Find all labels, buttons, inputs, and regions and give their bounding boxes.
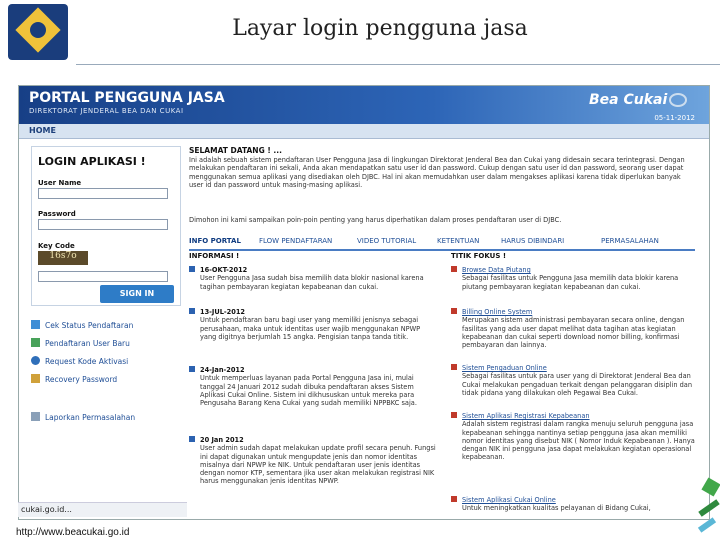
welcome-note: Dimohon ini kami sampaikan poin-poin penting yang harus diperhatikan dalam proses pendaftaran user di DJBC. — [189, 216, 562, 224]
focus-item[interactable]: Billing Online System Merupakan sistem administrasi pembayaran secara online, dengan fasilitas yang ada user dapat melihat data tagihan atas kegiatan kepabeanan dan cukai seperti download nomor billing, konfirmasi pembayaran dan lainnya. — [451, 308, 701, 349]
focus-item[interactable]: Sistem Aplikasi Registrasi Kepabeanan Adalah sistem registrasi dalam rangka menuju seluruh pengguna jasa kepabeanan sehingga nantinya setiap pengguna jasa akan memiliki nomor identitas yang disebut NIK ( Nomor Induk Kepabeanan ). Hanya dengan NIK ini pengguna jasa dapat melakukan kegiatan operasional kepabeanan. — [451, 412, 701, 462]
link-request-kode[interactable]: Request Kode Aktivasi — [31, 356, 128, 368]
browser-status-bar: cukai.go.id... — [18, 502, 187, 517]
informasi-title: INFORMASI ! — [189, 252, 240, 260]
beacukai-logo: Bea Cukai — [589, 92, 687, 108]
focus-item[interactable]: Browse Data Piutang Sebagai fasilitas untuk Pengguna Jasa memilih data blokir karena piutang pembayaran kegiatan kepabeanan dan cukai. — [451, 266, 701, 291]
news-item: 24-Jan-2012 Untuk memperluas layanan pada Portal Pengguna Jasa ini, mulai tanggal 24 Januari 2012 sudah dibuka pendaftaran akses Sistem Aplikasi Cukai Online. Sistem ini dikhususkan untuk mereka para Pengusaha Barang Kena Cukai yang sudah memiliki NPPBKC saja. — [189, 366, 437, 407]
login-panel — [31, 146, 181, 306]
slide-title: Layar login pengguna jasa — [232, 16, 528, 41]
link-cek-status[interactable]: Cek Status Pendaftaran — [31, 320, 133, 332]
titik-fokus-title: TITIK FOKUS ! — [451, 252, 507, 260]
bullet-icon — [189, 366, 195, 372]
tab-flow-pendaftaran[interactable]: FLOW PENDAFTARAN — [259, 237, 333, 245]
portal-screenshot — [18, 85, 710, 520]
news-item: 20 Jan 2012 User admin sudah dapat melakukan update profil secara penuh. Fungsi ini dapat digunakan untuk mengupdate jenis dan nomor identitas misalnya dari NPWP ke NIK. Untuk pendaftaran user jenis identitas dengan nomor KTP, sementara jika user akan melakukan registrasi NIK harus menggunakan jenis identitas NPWP. — [189, 436, 437, 486]
report-icon — [31, 412, 40, 421]
nav-home-link[interactable]: HOME — [29, 126, 56, 135]
info-tabs — [189, 235, 695, 251]
focus-item[interactable]: Sistem Aplikasi Cukai Online Untuk meningkatkan kualitas pelayanan di Bidang Cukai, — [451, 496, 701, 513]
user-add-icon — [31, 338, 40, 347]
link-pendaftaran[interactable]: Pendaftaran User Baru — [31, 338, 130, 350]
login-title: LOGIN APLIKASI ! — [38, 155, 146, 168]
key-icon — [31, 356, 40, 365]
swirl-icon — [669, 93, 687, 107]
welcome-title: SELAMAT DATANG ! ... — [189, 146, 282, 155]
sign-in-button[interactable]: SIGN IN — [100, 285, 174, 303]
bullet-icon — [189, 266, 195, 272]
username-input[interactable] — [38, 188, 168, 199]
refresh-icon — [31, 374, 40, 383]
portal-subtitle: DIREKTORAT JENDERAL BEA DAN CUKAI — [29, 107, 184, 115]
header-divider — [76, 64, 720, 65]
password-label: Password — [38, 210, 76, 218]
password-input[interactable] — [38, 219, 168, 230]
link-laporkan[interactable]: Laporkan Permasalahan — [31, 412, 135, 424]
decoration-shapes — [692, 470, 720, 540]
bullet-icon — [451, 308, 457, 314]
current-date: 05-11-2012 — [654, 114, 695, 122]
tab-permasalahan[interactable]: PERMASALAHAN — [601, 237, 659, 245]
bullet-icon — [451, 364, 457, 370]
bea-cukai-emblem-icon — [8, 4, 68, 60]
bullet-icon — [189, 308, 195, 314]
nav-bar — [19, 114, 709, 139]
portal-title: PORTAL PENGGUNA JASA — [29, 90, 225, 106]
bullet-icon — [451, 266, 457, 272]
tab-video-tutorial[interactable]: VIDEO TUTORIAL — [357, 237, 417, 245]
check-icon — [31, 320, 40, 329]
captcha-image: 16s7o — [38, 251, 88, 265]
link-recovery[interactable]: Recovery Password — [31, 374, 117, 386]
bullet-icon — [451, 496, 457, 502]
username-label: User Name — [38, 179, 82, 187]
keycode-input[interactable] — [38, 271, 168, 282]
news-item: 16-OKT-2012 User Pengguna Jasa sudah bisa memilih data blokir nasional karena tagihan pembayaran kegiatan kepabeanan dan cukai. — [189, 266, 437, 291]
keycode-label: Key Code — [38, 242, 75, 250]
footer-url: http://www.beacukai.go.id — [16, 527, 130, 538]
portal-banner — [19, 86, 709, 124]
focus-item[interactable]: Sistem Pengaduan Online Sebagai fasilitas untuk para user yang di Direktorat Jenderal Bea dan Cukai melakukan pengaduan terkait dengan pelanggaran disiplin dan tidak pidana yang dilakukan oleh Pegawai Bea Cukai. — [451, 364, 701, 397]
welcome-text: Ini adalah sebuah sistem pendaftaran User Pengguna Jasa di lingkungan Direktorat Jenderal Bea dan Cukai yang didesain secara terintegrasi. Dengan melakukan pendaftaran ini sekali, Anda akan mendapatkan satu user id dan password. Cukup dengan satu user id dan password, seorang user dapat menggunakan semua aplikasi yang disediakan oleh DJBC. Hal ini akan memudahkan user dalam mengakses aplikasi karena tidak diperlukan banyak user id dan password untuk masing-masing aplikasi. — [189, 156, 685, 190]
slide-header — [0, 0, 720, 66]
bullet-icon — [451, 412, 457, 418]
tab-info-portal[interactable]: INFO PORTAL — [189, 237, 241, 245]
tab-harus-dihindari[interactable]: HARUS DIBINDARI — [501, 237, 565, 245]
tab-ketentuan[interactable]: KETENTUAN — [437, 237, 480, 245]
news-item: 13-JUL-2012 Untuk pendaftaran baru bagi user yang memiliki jenisnya sebagai perusahaan, maka untuk identitas user wajib menggunakan NPWP yang digitnya berjumlah 15 angka. Pengisian tanpa tanda titik. — [189, 308, 437, 341]
bullet-icon — [189, 436, 195, 442]
